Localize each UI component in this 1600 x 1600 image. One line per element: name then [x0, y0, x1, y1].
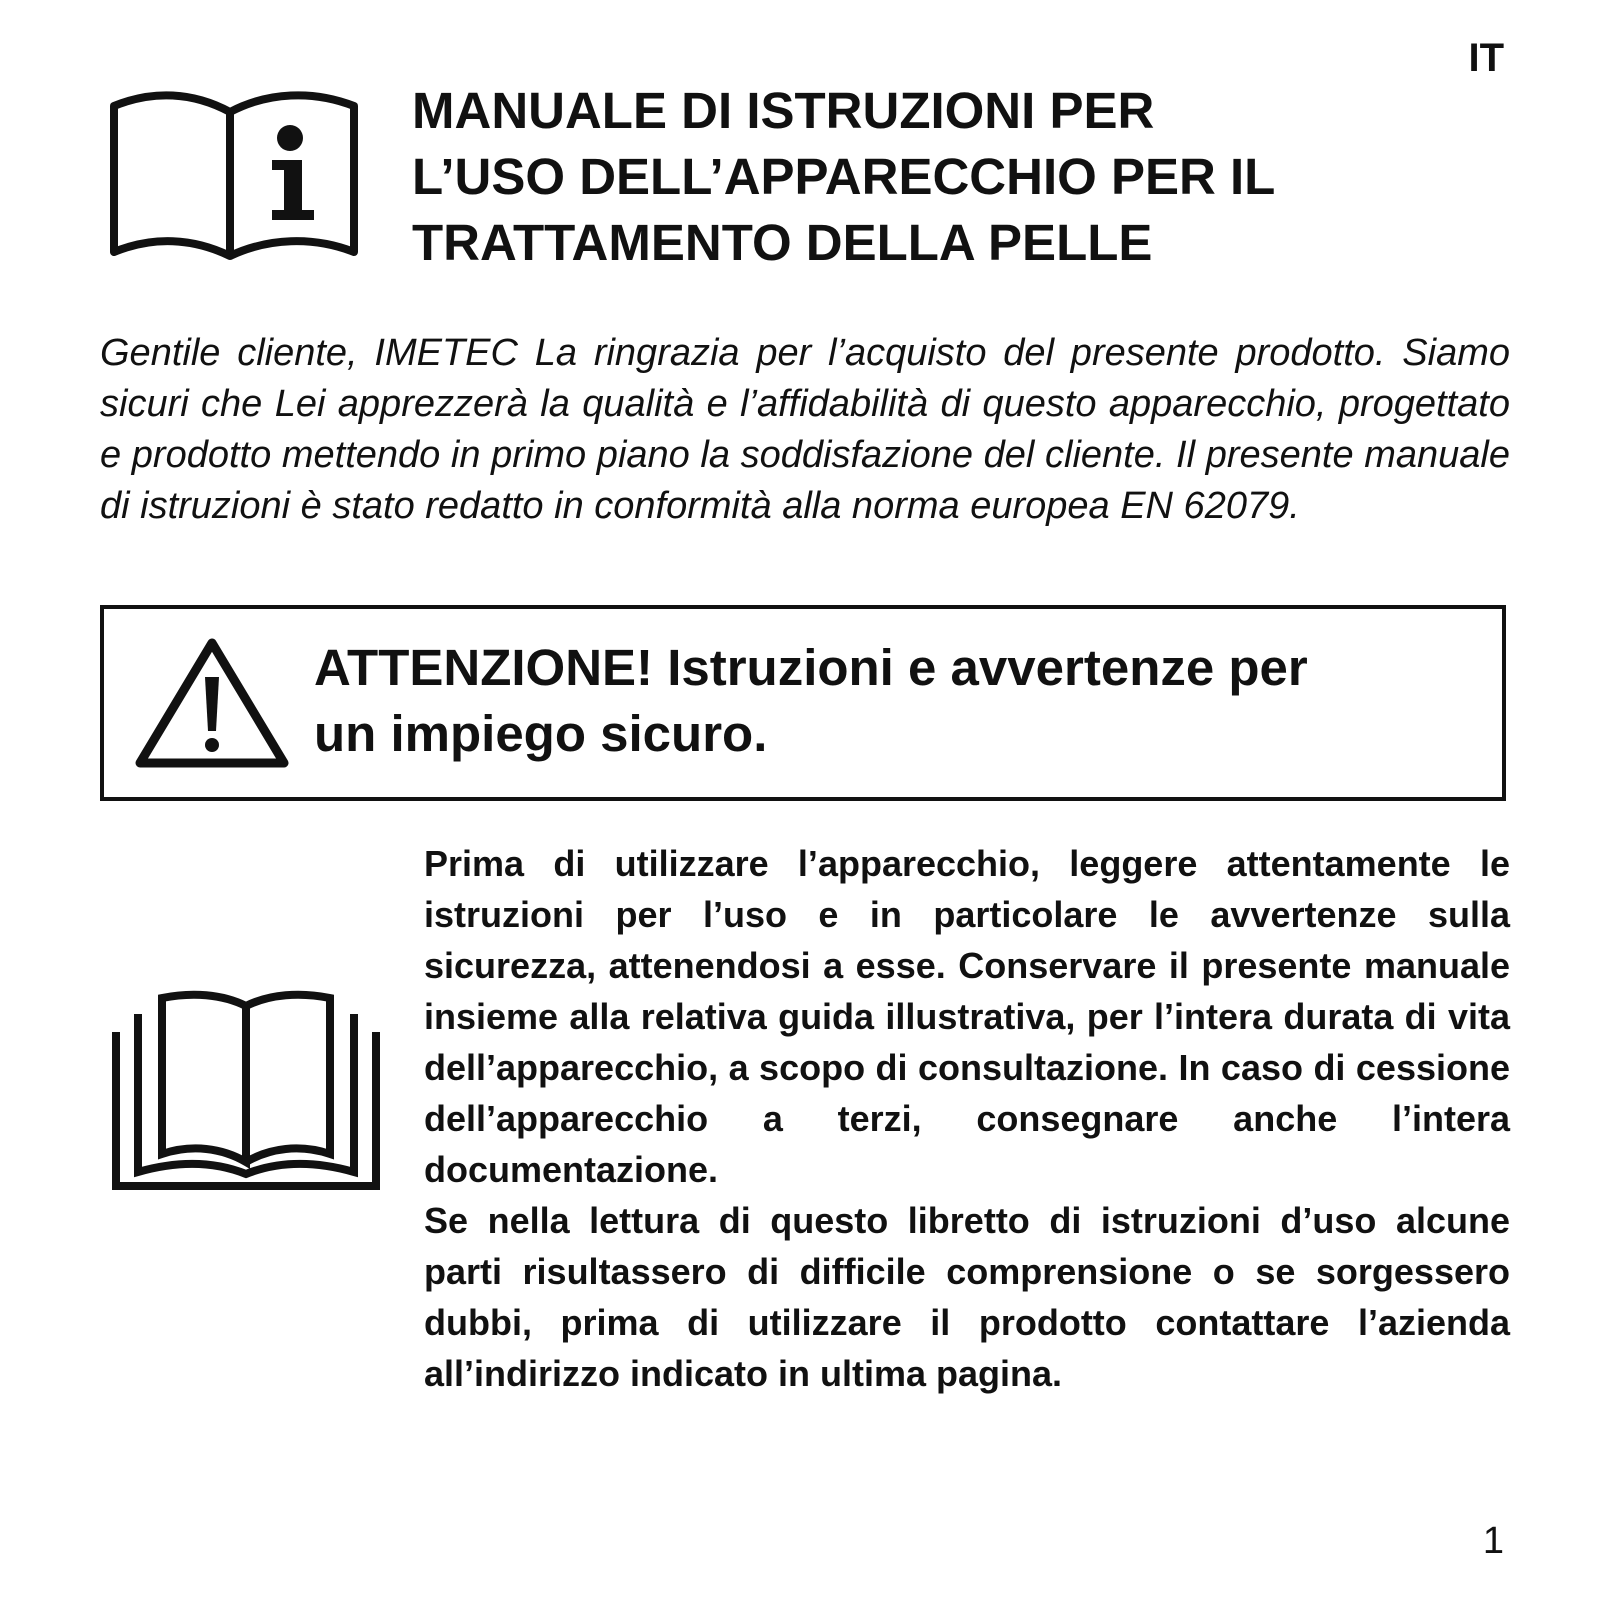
page-title — [412, 78, 1512, 276]
warning-triangle-icon — [134, 635, 290, 771]
warning-line-1: ATTENZIONE! Istruzioni e avvertenze per — [314, 639, 1308, 696]
open-book-icon — [110, 990, 382, 1190]
info-manual-icon — [108, 86, 360, 272]
intro-paragraph: Gentile cliente, IMETEC La ringrazia per l’acquisto del presente prodotto. Siamo sicuri che Lei apprezzerà la qualità e l’affidabilità di questo apparecchio, progettato e prodotto mettendo in primo piano la soddisfazione del cliente. Il presente manuale di istruzioni è stato redatto in conformità alla norma europea EN 62079. — [100, 332, 1510, 527]
warning-line-2: un impiego sicuro. — [314, 705, 768, 762]
title-line-2: L’USO DELL’APPARECCHIO PER IL — [412, 148, 1276, 205]
body-paragraph-1: Prima di utilizzare l’apparecchio, leggere attentamente le istruzioni per l’uso e in particolare le avvertenze sulla sicurezza, attenendosi a esse. Conservare il presente manuale insieme alla relativa guida illustrativa, per l’intera durata di vita dell’apparecchio, a scopo di consultazione. In caso di cessione dell’apparecchio a terzi, consegnare anche l’intera documentazione. — [424, 843, 1510, 1190]
safety-instructions — [424, 838, 1510, 1399]
warning-box — [100, 605, 1506, 801]
body-paragraph-2: Se nella lettura di questo libretto di istruzioni d’uso alcune parti risultassero di difficile comprensione o se sorgessero dubbi, prima di utilizzare il prodotto contattare l’azienda all’indirizzo indicato in ultima pagina. — [424, 1200, 1510, 1394]
page-number: 1 — [1482, 1520, 1504, 1562]
title-line-1: MANUALE DI ISTRUZIONI PER — [412, 82, 1155, 139]
language-code: IT — [1468, 36, 1504, 80]
title-line-3: TRATTAMENTO DELLA PELLE — [412, 214, 1153, 271]
warning-heading — [314, 635, 1474, 767]
